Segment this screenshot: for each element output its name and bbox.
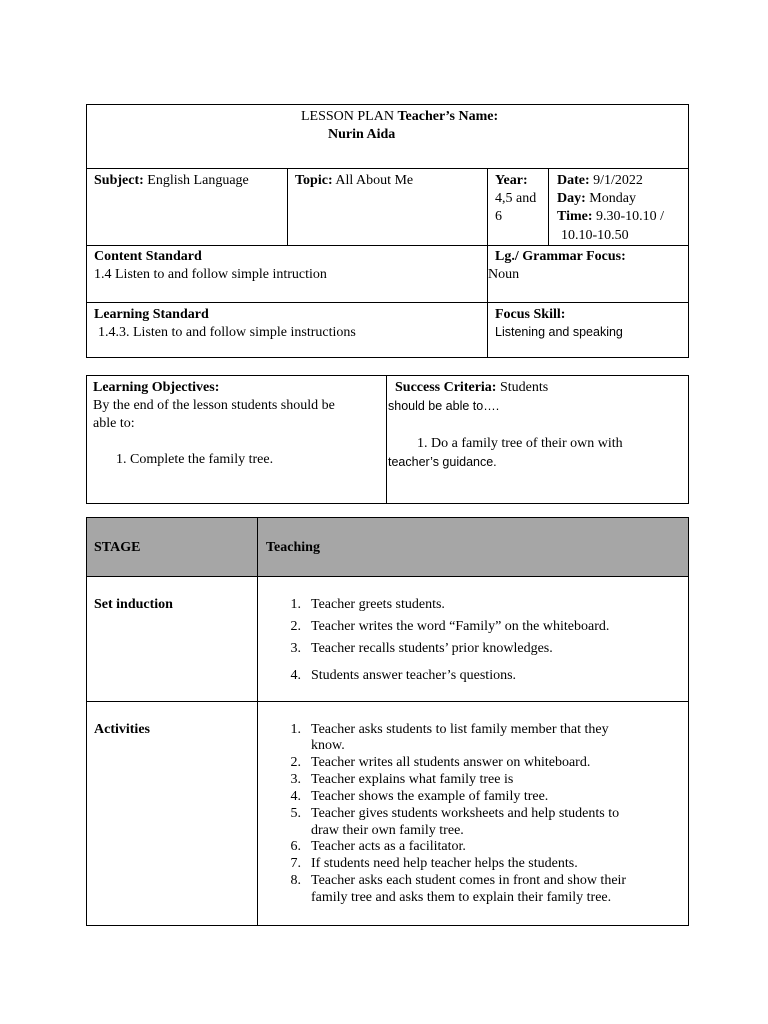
activities-label: Activities <box>94 722 150 737</box>
table-divider <box>287 168 288 245</box>
success-criteria-intro: should be able to…. <box>388 399 500 413</box>
lesson-plan-title: LESSON PLAN <box>301 109 394 124</box>
date-label: Date: <box>557 173 590 188</box>
topic-cell <box>295 172 413 189</box>
table-divider <box>386 375 387 504</box>
table-divider <box>487 168 488 358</box>
time-value: 9.30-10.10 / <box>596 209 665 224</box>
grammar-focus-label: Lg./ Grammar Focus: <box>495 249 626 264</box>
date-cell <box>557 172 643 189</box>
learning-standard-value: 1.4.3. Listen to and follow simple instructions <box>98 325 356 340</box>
success-item-2: teacher’s guidance. <box>388 455 497 469</box>
table-divider <box>86 576 689 577</box>
success-criteria-tail: Students <box>499 380 549 395</box>
time-value-2: 10.10-10.50 <box>561 228 629 243</box>
focus-skill-value: Listening and speaking <box>495 325 623 339</box>
success-criteria-heading <box>395 379 548 396</box>
subject-cell <box>94 172 249 189</box>
day-value: Monday <box>589 191 636 206</box>
grammar-focus-value: Noun <box>488 267 520 282</box>
table-divider <box>86 168 689 169</box>
topic-value: All About Me <box>335 173 414 188</box>
success-criteria-label: Success Criteria: <box>395 380 497 395</box>
topic-label: Topic: <box>295 173 333 188</box>
year-value-2: 6 <box>495 209 502 224</box>
page-title <box>301 108 498 125</box>
subject-label: Subject: <box>94 173 144 188</box>
learning-standard-label: Learning Standard <box>94 307 209 322</box>
day-cell <box>557 190 636 207</box>
learning-objectives-label: Learning Objectives: <box>93 380 220 395</box>
stage-column-header: STAGE <box>94 540 141 555</box>
success-item: 1. Do a family tree of their own with <box>417 436 623 451</box>
objective-item: 1. Complete the family tree. <box>116 452 274 467</box>
teaching-column-header: Teaching <box>266 540 320 555</box>
content-standard-value: 1.4 Listen to and follow simple intruction <box>94 267 327 282</box>
time-cell <box>557 208 664 225</box>
table-divider <box>86 302 689 303</box>
table-divider <box>86 701 689 702</box>
teacher-name: Nurin Aida <box>328 127 396 142</box>
focus-skill-label: Focus Skill: <box>495 307 566 322</box>
day-label: Day: <box>557 191 586 206</box>
objectives-intro-2: able to: <box>93 416 135 431</box>
teacher-name-label: Teacher’s Name: <box>397 109 499 124</box>
table-divider <box>548 168 549 245</box>
table-divider <box>257 517 258 926</box>
date-value: 9/1/2022 <box>593 173 643 188</box>
set-induction-label: Set induction <box>94 597 173 612</box>
year-value: 4,5 and <box>495 191 537 206</box>
objectives-intro: By the end of the lesson students should be <box>93 398 335 413</box>
content-standard-label: Content Standard <box>94 249 202 264</box>
subject-value: English Language <box>147 173 249 188</box>
time-label: Time: <box>557 209 593 224</box>
year-label: Year: <box>495 173 528 188</box>
table-divider <box>86 245 689 246</box>
